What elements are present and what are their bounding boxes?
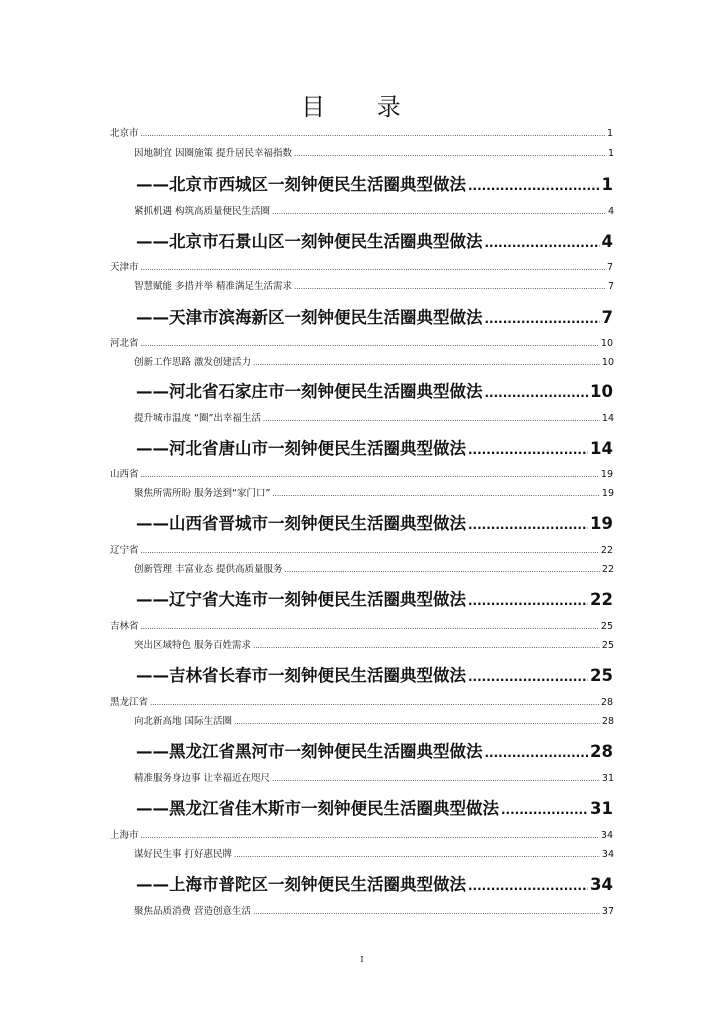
dot-leader [150,696,599,710]
toc-entry-page: 28 [601,716,614,727]
toc-entry-province[interactable] [110,468,613,482]
toc-entry-province[interactable] [110,620,613,634]
dot-leader [468,665,588,689]
toc-entry-section[interactable] [134,772,614,786]
toc-entry-case[interactable] [136,512,613,536]
toc-entry-section[interactable] [134,280,614,294]
toc-entry-case[interactable] [136,797,613,821]
toc-entry-page: 31 [601,773,614,784]
toc-entry-label: 辽宁省 [110,545,139,556]
toc-entry-case[interactable] [136,740,613,764]
toc-entry-case[interactable] [136,664,613,688]
dot-leader [468,438,588,462]
toc-entry-label: ——北京市西城区一刻钟便民生活圈典型做法 [136,175,466,194]
toc-entry-label: ——河北省唐山市一刻钟便民生活圈典型做法 [136,439,466,458]
toc-title: 目 录 [301,93,423,121]
toc-entry-section[interactable] [134,639,614,653]
toc-entry-page: 1 [601,175,613,194]
toc-entry-page: 19 [590,514,613,533]
dot-leader [485,741,589,765]
toc-entry-label: ——黑龙江省佳木斯市一刻钟便民生活圈典型做法 [136,799,499,818]
dot-leader [141,468,599,482]
dot-leader [141,127,605,141]
toc-entry-province[interactable] [110,261,613,275]
toc-entry-page: 22 [601,564,614,575]
toc-entry-province[interactable] [110,544,613,558]
toc-entry-section[interactable] [134,205,614,219]
toc-entry-label: 紧抓机遇 构筑高质量便民生活圈 [134,206,271,217]
dot-leader [294,147,606,161]
dot-leader [141,620,599,634]
dot-leader [272,487,600,501]
toc-entry-page: 10 [601,357,614,368]
toc-entry-label: 河北省 [110,338,139,349]
toc-entry-label: ——辽宁省大连市一刻钟便民生活圈典型做法 [136,590,466,609]
toc-entry-page: 19 [601,488,614,499]
toc-entry-section[interactable] [134,147,614,161]
toc-entry-page: 1 [606,128,613,139]
dot-leader [272,205,606,219]
toc-entry-case[interactable] [136,173,613,197]
toc-entry-section[interactable] [134,905,614,919]
toc-entry-label: 智慧赋能 多措并举 精准满足生活需求 [134,281,293,292]
toc-entry-page: 4 [601,232,613,251]
toc-entry-label: 聚焦品质消费 营造创意生活 [134,906,252,917]
dot-leader [468,874,588,898]
toc-entry-section[interactable] [134,563,614,577]
toc-entry-page: 22 [590,590,613,609]
toc-entry-page: 28 [590,742,613,761]
toc-entry-label: 天津市 [110,262,139,273]
dot-leader [485,381,589,405]
toc-entry-page: 14 [590,439,613,458]
dot-leader [141,261,605,275]
toc-entry-label: ——黑龙江省黑河市一刻钟便民生活圈典型做法 [136,742,483,761]
toc-entry-page: 28 [600,697,613,708]
toc-entry-section[interactable] [134,356,614,370]
toc-entry-page: 1 [607,148,614,159]
toc-entry-case[interactable] [136,306,613,330]
toc-entry-province[interactable] [110,829,613,843]
dot-leader [294,280,606,294]
dot-leader [141,337,599,351]
toc-entry-case[interactable] [136,380,613,404]
toc-entry-label: 因地制宜 因圈施策 提升居民幸福指数 [134,148,293,159]
dot-leader [285,563,600,577]
toc-entry-label: 上海市 [110,830,139,841]
toc-entry-page: 34 [590,875,613,894]
dot-leader [234,848,600,862]
toc-entry-page: 34 [600,830,613,841]
toc-entry-page: 7 [601,308,613,327]
dot-leader [234,715,600,729]
toc-entry-section[interactable] [134,412,614,426]
toc-entry-page: 37 [601,906,614,917]
toc-entry-page: 7 [607,281,614,292]
toc-entry-label: 创新工作思路 激发创建活力 [134,357,252,368]
toc-entry-page: 25 [600,621,613,632]
toc-entry-section[interactable] [134,487,614,501]
toc-entry-label: 谋好民生事 打好惠民牌 [134,849,233,860]
toc-entry-page: 14 [601,413,614,424]
toc-entry-page: 4 [607,206,614,217]
dot-leader [485,307,600,331]
toc-entry-label: 提升城市温度 “圈”出幸福生活 [134,413,261,424]
toc-entry-label: 创新管理 丰富业态 提供高质量服务 [134,564,283,575]
toc-entry-label: 精准服务身边事 让幸福近在咫尺 [134,773,271,784]
toc-entry-label: ——吉林省长春市一刻钟便民生活圈典型做法 [136,666,466,685]
toc-entry-page: 22 [600,545,613,556]
toc-entry-page: 7 [606,262,613,273]
toc-entry-province[interactable] [110,696,613,710]
dot-leader [263,412,600,426]
toc-entry-label: 向北新高地 国际生活圈 [134,716,233,727]
toc-entry-label: 黑龙江省 [110,697,149,708]
toc-entry-province[interactable] [110,127,613,141]
dot-leader [253,639,600,653]
toc-entry-label: 北京市 [110,128,139,139]
toc-entry-section[interactable] [134,848,614,862]
toc-entry-label: 山西省 [110,469,139,480]
toc-entry-label: 突出区域特色 服务百姓需求 [134,640,252,651]
toc-entry-section[interactable] [134,715,614,729]
dot-leader [468,589,588,613]
toc-entry-page: 31 [590,799,613,818]
toc-entry-case[interactable] [136,588,613,612]
toc-entry-label: 吉林省 [110,621,139,632]
dot-leader [485,231,600,255]
toc-entry-case[interactable] [136,230,613,254]
dot-leader [253,356,600,370]
dot-leader [253,905,600,919]
toc-entry-label: ——河北省石家庄市一刻钟便民生活圈典型做法 [136,382,483,401]
toc-entry-case[interactable] [136,437,613,461]
dot-leader [141,544,599,558]
toc-entry-page: 25 [601,640,614,651]
toc-entry-case[interactable] [136,873,613,897]
toc-entry-province[interactable] [110,337,613,351]
toc-entry-label: ——上海市普陀区一刻钟便民生活圈典型做法 [136,875,466,894]
dot-leader [272,772,600,786]
dot-leader [141,829,599,843]
toc-entry-page: 19 [600,469,613,480]
toc-entry-page: 10 [600,338,613,349]
dot-leader [468,174,600,198]
toc-entry-label: ——天津市滨海新区一刻钟便民生活圈典型做法 [136,308,483,327]
toc-entry-page: 34 [601,849,614,860]
toc-entry-label: 聚焦所需所盼 服务送到“家门口” [134,488,271,499]
toc-entry-page: 25 [590,666,613,685]
toc-entry-page: 10 [590,382,613,401]
dot-leader [468,513,588,537]
page-number: I [360,955,364,964]
toc-entry-label: ——山西省晋城市一刻钟便民生活圈典型做法 [136,514,466,533]
toc-entry-label: ——北京市石景山区一刻钟便民生活圈典型做法 [136,232,483,251]
dot-leader [501,798,588,822]
